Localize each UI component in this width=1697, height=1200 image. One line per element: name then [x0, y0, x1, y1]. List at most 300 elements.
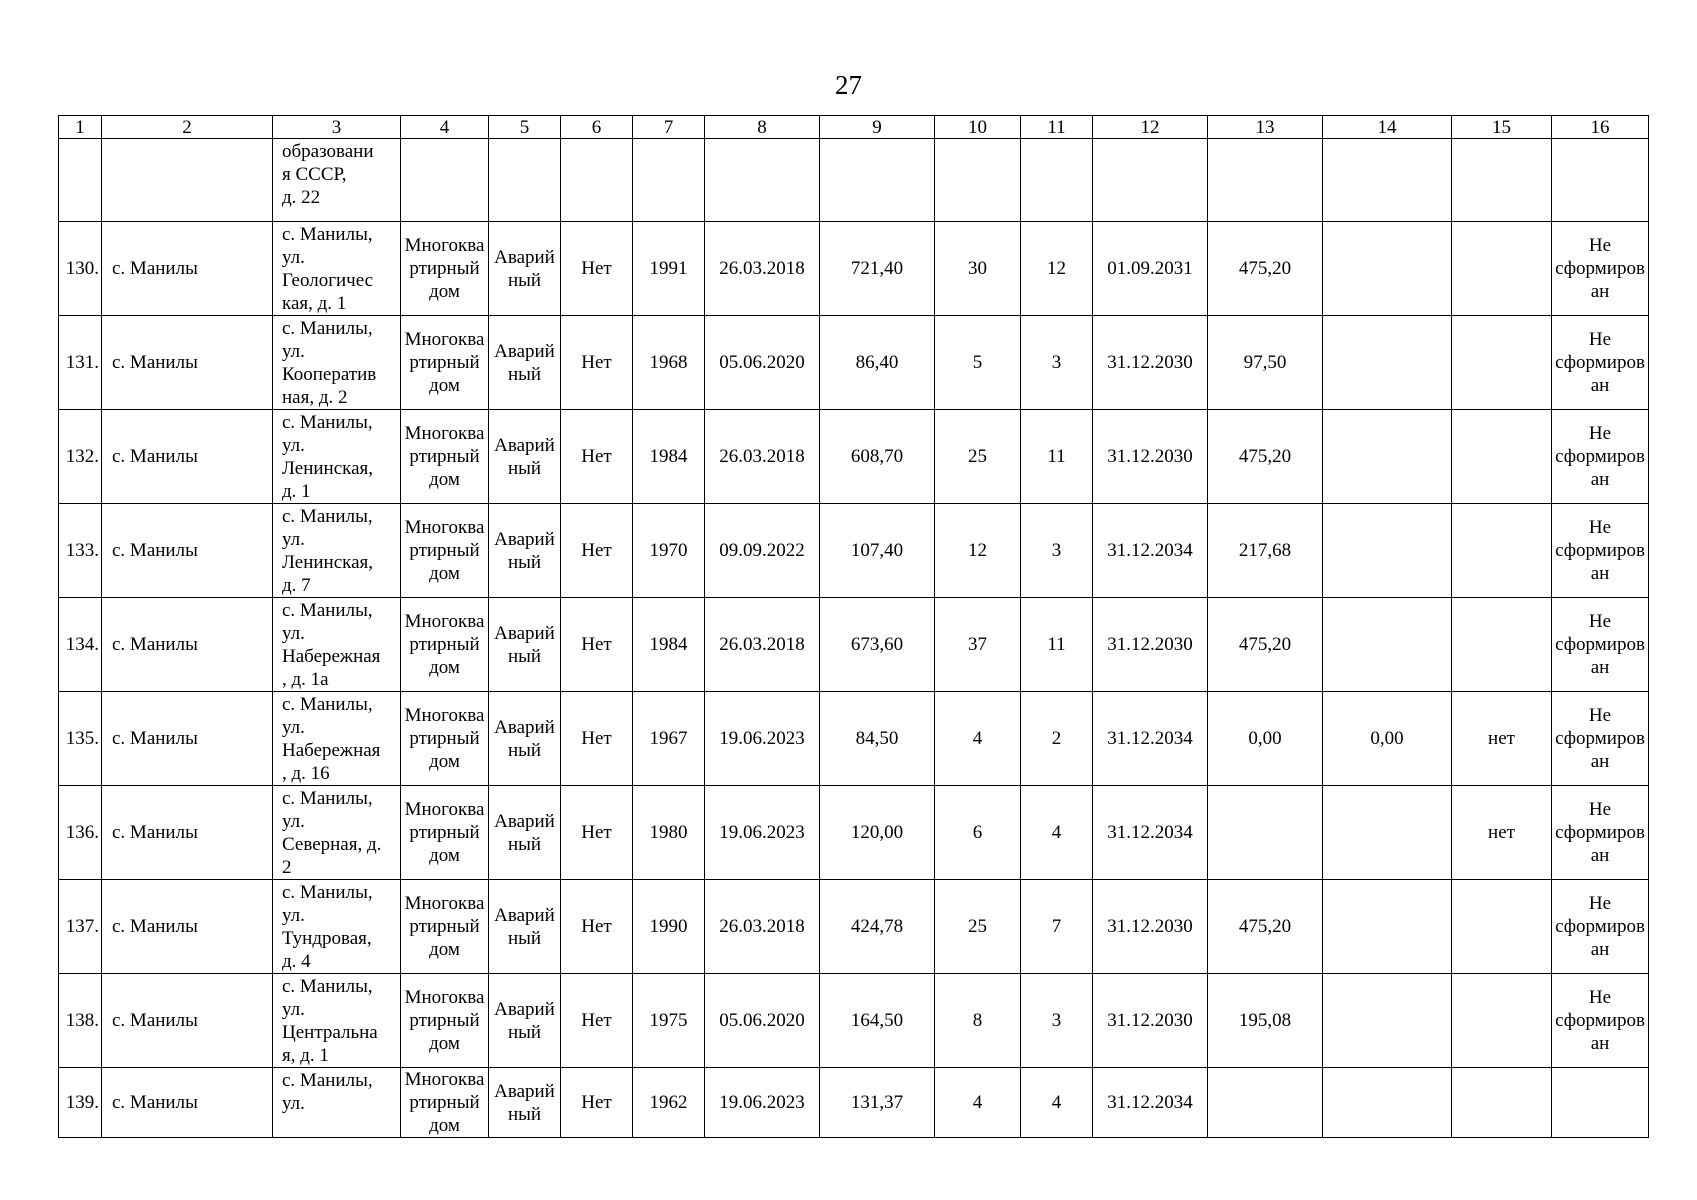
settlement-cell: с. Манилы	[102, 692, 273, 786]
status-cell-line: сформиров	[1555, 352, 1645, 373]
building-type-cell-line: ртирный	[409, 916, 480, 937]
address-cell	[273, 1068, 401, 1138]
col-14-cell	[1323, 974, 1452, 1068]
col-12-cell: 31.12.2034	[1093, 786, 1208, 880]
col-13-cell: 475,20	[1208, 410, 1323, 504]
building-type-cell	[401, 504, 489, 598]
building-type-cell-line: дом	[429, 751, 460, 772]
address-cell-line: Центральна	[282, 1022, 378, 1043]
settlement-cell: с. Манилы	[102, 974, 273, 1068]
status-cell-line: Не	[1588, 517, 1612, 538]
col-6-cell: Нет	[561, 410, 633, 504]
empty-cell	[102, 139, 273, 222]
col-12-cell: 31.12.2030	[1093, 598, 1208, 692]
table-row	[59, 598, 1649, 692]
col-6-cell: Нет	[561, 504, 633, 598]
col-12-cell: 31.12.2030	[1093, 880, 1208, 974]
address-cell-line: Ленинская,	[282, 458, 373, 479]
address-cell-line: Ленинская,	[282, 552, 373, 573]
address-cell-line: с. Манилы,	[282, 788, 373, 809]
building-type-cell-line: Многоква	[404, 329, 485, 350]
column-number: 9	[820, 116, 935, 139]
table-row	[59, 1068, 1649, 1138]
settlement-cell: с. Манилы	[102, 880, 273, 974]
condition-cell-line: Аварий	[494, 622, 555, 644]
column-number: 12	[1093, 116, 1208, 139]
empty-cell	[59, 139, 102, 222]
status-cell-line: ан	[1590, 375, 1610, 396]
settlement-cell: с. Манилы	[102, 598, 273, 692]
col-15-cell	[1452, 504, 1552, 598]
building-type-cell-line: дом	[429, 563, 460, 584]
col-15-cell	[1452, 316, 1552, 410]
address-cell-line: образовани	[282, 141, 374, 162]
status-cell	[1552, 692, 1649, 786]
column-number: 14	[1323, 116, 1452, 139]
empty-cell	[935, 139, 1021, 222]
address-cell-line: с. Манилы,	[282, 224, 373, 245]
building-type-cell-line: ртирный	[409, 1092, 480, 1113]
address-cell-line: с. Манилы,	[282, 1070, 373, 1091]
status-cell-line: сформиров	[1555, 634, 1645, 655]
status-cell-line: Не	[1588, 423, 1612, 444]
status-cell-line: сформиров	[1555, 728, 1645, 749]
continuation-row	[59, 139, 1649, 222]
address-cell-line: я СССР,	[282, 164, 347, 185]
col-9-cell: 164,50	[820, 974, 935, 1068]
col-7-cell: 1975	[633, 974, 705, 1068]
condition-cell	[489, 692, 561, 786]
page-number: 27	[835, 70, 862, 100]
col-10-cell: 4	[935, 692, 1021, 786]
col-8-cell: 05.06.2020	[705, 316, 820, 410]
settlement-cell: с. Манилы	[102, 504, 273, 598]
col-8-cell: 09.09.2022	[705, 504, 820, 598]
building-type-cell	[401, 974, 489, 1068]
address-cell	[273, 316, 401, 410]
address-cell-line: д. 22	[282, 187, 321, 208]
empty-cell	[633, 139, 705, 222]
address-cell-line: ул.	[282, 717, 305, 738]
col-7-cell: 1990	[633, 880, 705, 974]
column-number: 3	[273, 116, 401, 139]
address-cell-line: ул.	[282, 247, 305, 268]
col-8-cell: 19.06.2023	[705, 1068, 820, 1138]
building-type-cell	[401, 598, 489, 692]
settlement-cell: с. Манилы	[102, 410, 273, 504]
col-6-cell: Нет	[561, 692, 633, 786]
col-6-cell: Нет	[561, 786, 633, 880]
address-cell-line: Набережная	[282, 646, 381, 667]
condition-cell	[489, 504, 561, 598]
col-7-cell: 1968	[633, 316, 705, 410]
row-number: 138.	[59, 974, 102, 1068]
col-8-cell: 19.06.2023	[705, 692, 820, 786]
col-15-cell	[1452, 974, 1552, 1068]
col-14-cell	[1323, 880, 1452, 974]
address-cell	[273, 692, 401, 786]
building-type-cell-line: Многоква	[404, 893, 485, 914]
condition-cell-line: ный	[507, 363, 542, 385]
col-9-cell: 608,70	[820, 410, 935, 504]
col-9-cell: 120,00	[820, 786, 935, 880]
building-type-cell	[401, 410, 489, 504]
status-cell-line: ан	[1590, 563, 1610, 584]
col-11-cell: 4	[1021, 786, 1093, 880]
row-number: 133.	[59, 504, 102, 598]
status-cell	[1552, 880, 1649, 974]
condition-cell-line: ный	[507, 927, 542, 949]
empty-cell	[489, 139, 561, 222]
col-13-cell: 475,20	[1208, 880, 1323, 974]
col-12-cell: 31.12.2034	[1093, 504, 1208, 598]
building-type-cell-line: дом	[429, 845, 460, 866]
address-cell	[273, 786, 401, 880]
building-type-cell	[401, 222, 489, 316]
address-cell-line: с. Манилы,	[282, 976, 373, 997]
address-cell	[273, 410, 401, 504]
col-15-cell	[1452, 410, 1552, 504]
building-type-cell-line: ртирный	[409, 822, 480, 843]
table-body	[59, 116, 1649, 1138]
col-13-cell: 97,50	[1208, 316, 1323, 410]
address-cell-line: ул.	[282, 811, 305, 832]
condition-cell-line: Аварий	[494, 340, 555, 362]
building-type-cell-line: дом	[429, 939, 460, 960]
address-cell-line: с. Манилы,	[282, 318, 373, 339]
settlement-cell: с. Манилы	[102, 786, 273, 880]
col-8-cell: 26.03.2018	[705, 880, 820, 974]
row-number: 130.	[59, 222, 102, 316]
building-type-cell	[401, 1068, 489, 1138]
empty-cell	[1208, 139, 1323, 222]
address-cell-line: ул.	[282, 999, 305, 1020]
address-cell-line: Северная, д.	[282, 834, 382, 855]
building-type-cell-line: дом	[429, 281, 460, 302]
col-13-cell	[1208, 786, 1323, 880]
address-cell	[273, 974, 401, 1068]
col-7-cell: 1967	[633, 692, 705, 786]
col-11-cell: 3	[1021, 974, 1093, 1068]
col-13-cell: 475,20	[1208, 598, 1323, 692]
status-cell-line: сформиров	[1555, 446, 1645, 467]
building-type-cell-line: Многоква	[404, 517, 485, 538]
table-row	[59, 880, 1649, 974]
col-9-cell: 84,50	[820, 692, 935, 786]
empty-cell	[1452, 139, 1552, 222]
col-15-cell: нет	[1452, 786, 1552, 880]
row-number: 137.	[59, 880, 102, 974]
condition-cell-line: Аварий	[494, 904, 555, 926]
col-14-cell	[1323, 598, 1452, 692]
condition-cell	[489, 880, 561, 974]
address-cell-line: Набережная	[282, 740, 381, 761]
col-13-cell: 475,20	[1208, 222, 1323, 316]
status-cell-line: сформиров	[1555, 916, 1645, 937]
status-cell-line: сформиров	[1555, 822, 1645, 843]
column-number: 10	[935, 116, 1021, 139]
empty-cell	[1021, 139, 1093, 222]
condition-cell-line: ный	[507, 739, 542, 761]
col-10-cell: 25	[935, 410, 1021, 504]
housing-register-table	[58, 115, 1649, 1138]
condition-cell-line: ный	[507, 1103, 542, 1125]
status-cell-line: Не	[1588, 893, 1612, 914]
condition-cell-line: Аварий	[494, 998, 555, 1020]
col-13-cell: 217,68	[1208, 504, 1323, 598]
col-15-cell: нет	[1452, 692, 1552, 786]
col-7-cell: 1962	[633, 1068, 705, 1138]
building-type-cell-line: ртирный	[409, 634, 480, 655]
address-cell-line: с. Манилы,	[282, 600, 373, 621]
building-type-cell-line: Многоква	[404, 987, 485, 1008]
col-10-cell: 8	[935, 974, 1021, 1068]
building-type-cell-line: дом	[429, 1115, 460, 1136]
status-cell-line: ан	[1590, 281, 1610, 302]
address-cell	[273, 222, 401, 316]
condition-cell-line: Аварий	[494, 1080, 555, 1102]
condition-cell-line: ный	[507, 551, 542, 573]
col-11-cell: 11	[1021, 410, 1093, 504]
status-cell-line: Не	[1588, 611, 1612, 632]
col-15-cell	[1452, 1068, 1552, 1138]
condition-cell	[489, 316, 561, 410]
col-12-cell: 31.12.2034	[1093, 692, 1208, 786]
condition-cell-line: Аварий	[494, 434, 555, 456]
column-number: 6	[561, 116, 633, 139]
col-15-cell	[1452, 222, 1552, 316]
col-9-cell: 131,37	[820, 1068, 935, 1138]
building-type-cell	[401, 316, 489, 410]
address-cell-line: ул.	[282, 905, 305, 926]
condition-cell-line: ный	[507, 645, 542, 667]
column-number: 7	[633, 116, 705, 139]
col-7-cell: 1970	[633, 504, 705, 598]
building-type-cell	[401, 692, 489, 786]
col-10-cell: 6	[935, 786, 1021, 880]
condition-cell-line: ный	[507, 833, 542, 855]
condition-cell	[489, 1068, 561, 1138]
table-row	[59, 692, 1649, 786]
address-cell-line: с. Манилы,	[282, 412, 373, 433]
condition-cell	[489, 222, 561, 316]
col-14-cell: 0,00	[1323, 692, 1452, 786]
address-cell	[273, 504, 401, 598]
col-6-cell: Нет	[561, 222, 633, 316]
col-15-cell	[1452, 880, 1552, 974]
building-type-cell-line: Многоква	[404, 423, 485, 444]
col-14-cell	[1323, 504, 1452, 598]
col-6-cell: Нет	[561, 1068, 633, 1138]
condition-cell-line: ный	[507, 269, 542, 291]
status-cell-line: ан	[1590, 1033, 1610, 1054]
building-type-cell-line: ртирный	[409, 540, 480, 561]
col-11-cell: 7	[1021, 880, 1093, 974]
table-row	[59, 222, 1649, 316]
table-row	[59, 974, 1649, 1068]
table-row	[59, 316, 1649, 410]
col-11-cell: 2	[1021, 692, 1093, 786]
building-type-cell-line: ртирный	[409, 1010, 480, 1031]
col-12-cell: 31.12.2030	[1093, 410, 1208, 504]
building-type-cell	[401, 880, 489, 974]
address-cell-line: , д. 16	[282, 763, 330, 784]
address-cell-line: ул.	[282, 435, 305, 456]
address-cell-line: , д. 1а	[282, 669, 329, 690]
col-11-cell: 3	[1021, 504, 1093, 598]
address-cell-line: Кооператив	[282, 364, 377, 385]
status-cell-line: Не	[1588, 235, 1612, 256]
col-9-cell: 673,60	[820, 598, 935, 692]
col-7-cell: 1984	[633, 410, 705, 504]
address-cell-line: Геологичес	[282, 270, 374, 291]
column-number: 13	[1208, 116, 1323, 139]
col-14-cell	[1323, 222, 1452, 316]
settlement-cell: с. Манилы	[102, 1068, 273, 1138]
settlement-cell: с. Манилы	[102, 222, 273, 316]
address-cell-line: д. 1	[282, 481, 311, 502]
empty-cell	[820, 139, 935, 222]
column-number: 16	[1552, 116, 1649, 139]
col-8-cell: 26.03.2018	[705, 410, 820, 504]
status-cell-line: Не	[1588, 987, 1612, 1008]
address-cell-line: с. Манилы,	[282, 882, 373, 903]
address-cell-line: Тундровая,	[282, 928, 372, 949]
condition-cell	[489, 974, 561, 1068]
address-cell-line: ул.	[282, 529, 305, 550]
condition-cell-line: ный	[507, 1021, 542, 1043]
status-cell-line: сформиров	[1555, 540, 1645, 561]
row-number: 134.	[59, 598, 102, 692]
column-number: 5	[489, 116, 561, 139]
building-type-cell-line: Многоква	[404, 1069, 485, 1090]
address-cell-line: ул.	[282, 1093, 305, 1114]
building-type-cell-line: ртирный	[409, 352, 480, 373]
condition-cell-line: Аварий	[494, 528, 555, 550]
status-cell-line: сформиров	[1555, 258, 1645, 279]
col-12-cell: 01.09.2031	[1093, 222, 1208, 316]
address-cell-line: с. Манилы,	[282, 506, 373, 527]
table-row	[59, 410, 1649, 504]
status-cell-line: сформиров	[1555, 1010, 1645, 1031]
status-cell-line: ан	[1590, 845, 1610, 866]
empty-cell	[1093, 139, 1208, 222]
column-number: 1	[59, 116, 102, 139]
building-type-cell-line: ртирный	[409, 728, 480, 749]
column-number: 2	[102, 116, 273, 139]
col-7-cell: 1980	[633, 786, 705, 880]
empty-cell	[401, 139, 489, 222]
row-number: 139.	[59, 1068, 102, 1138]
condition-cell	[489, 598, 561, 692]
settlement-cell: с. Манилы	[102, 316, 273, 410]
col-14-cell	[1323, 316, 1452, 410]
col-13-cell: 0,00	[1208, 692, 1323, 786]
col-6-cell: Нет	[561, 316, 633, 410]
building-type-cell-line: Многоква	[404, 799, 485, 820]
condition-cell	[489, 786, 561, 880]
address-cell	[273, 880, 401, 974]
col-10-cell: 25	[935, 880, 1021, 974]
status-cell	[1552, 504, 1649, 598]
col-10-cell: 5	[935, 316, 1021, 410]
col-11-cell: 11	[1021, 598, 1093, 692]
row-number: 136.	[59, 786, 102, 880]
col-9-cell: 721,40	[820, 222, 935, 316]
condition-cell-line: Аварий	[494, 810, 555, 832]
condition-cell	[489, 410, 561, 504]
address-cell-line: кая, д. 1	[282, 293, 347, 314]
col-6-cell: Нет	[561, 974, 633, 1068]
status-cell-line: Не	[1588, 705, 1612, 726]
building-type-cell-line: дом	[429, 1033, 460, 1054]
status-cell	[1552, 786, 1649, 880]
col-8-cell: 19.06.2023	[705, 786, 820, 880]
col-14-cell	[1323, 1068, 1452, 1138]
empty-cell	[1552, 139, 1649, 222]
status-cell	[1552, 316, 1649, 410]
col-11-cell: 3	[1021, 316, 1093, 410]
col-13-cell: 195,08	[1208, 974, 1323, 1068]
address-cell-line: ная, д. 2	[282, 387, 348, 408]
status-cell	[1552, 222, 1649, 316]
col-15-cell	[1452, 598, 1552, 692]
status-cell	[1552, 598, 1649, 692]
address-cell-line: с. Манилы,	[282, 694, 373, 715]
col-10-cell: 12	[935, 504, 1021, 598]
condition-cell-line: ный	[507, 457, 542, 479]
status-cell-line: ан	[1590, 657, 1610, 678]
address-cell-line: ул.	[282, 623, 305, 644]
address-cell-line: д. 4	[282, 951, 311, 972]
col-10-cell: 30	[935, 222, 1021, 316]
col-7-cell: 1984	[633, 598, 705, 692]
row-number: 131.	[59, 316, 102, 410]
status-cell-line: ан	[1590, 751, 1610, 772]
col-10-cell: 37	[935, 598, 1021, 692]
status-cell-line: ан	[1590, 939, 1610, 960]
building-type-cell	[401, 786, 489, 880]
col-6-cell: Нет	[561, 598, 633, 692]
address-cell	[273, 598, 401, 692]
col-9-cell: 424,78	[820, 880, 935, 974]
status-cell-line: Не	[1588, 799, 1612, 820]
condition-cell-line: Аварий	[494, 246, 555, 268]
empty-cell	[1323, 139, 1452, 222]
table-row	[59, 786, 1649, 880]
building-type-cell-line: Многоква	[404, 235, 485, 256]
address-cell-line: ул.	[282, 341, 305, 362]
building-type-cell-line: дом	[429, 657, 460, 678]
col-12-cell: 31.12.2030	[1093, 316, 1208, 410]
column-number: 11	[1021, 116, 1093, 139]
col-8-cell: 26.03.2018	[705, 222, 820, 316]
address-cell-line: д. 7	[282, 575, 311, 596]
col-12-cell: 31.12.2034	[1093, 1068, 1208, 1138]
status-cell	[1552, 1068, 1649, 1138]
col-8-cell: 05.06.2020	[705, 974, 820, 1068]
empty-cell	[561, 139, 633, 222]
building-type-cell-line: ртирный	[409, 446, 480, 467]
status-cell-line: Не	[1588, 329, 1612, 350]
address-cell-line: я, д. 1	[282, 1045, 329, 1066]
building-type-cell-line: Многоква	[404, 705, 485, 726]
address-cell-line: 2	[282, 857, 292, 878]
empty-cell	[705, 139, 820, 222]
col-14-cell	[1323, 410, 1452, 504]
col-9-cell: 86,40	[820, 316, 935, 410]
col-6-cell: Нет	[561, 880, 633, 974]
